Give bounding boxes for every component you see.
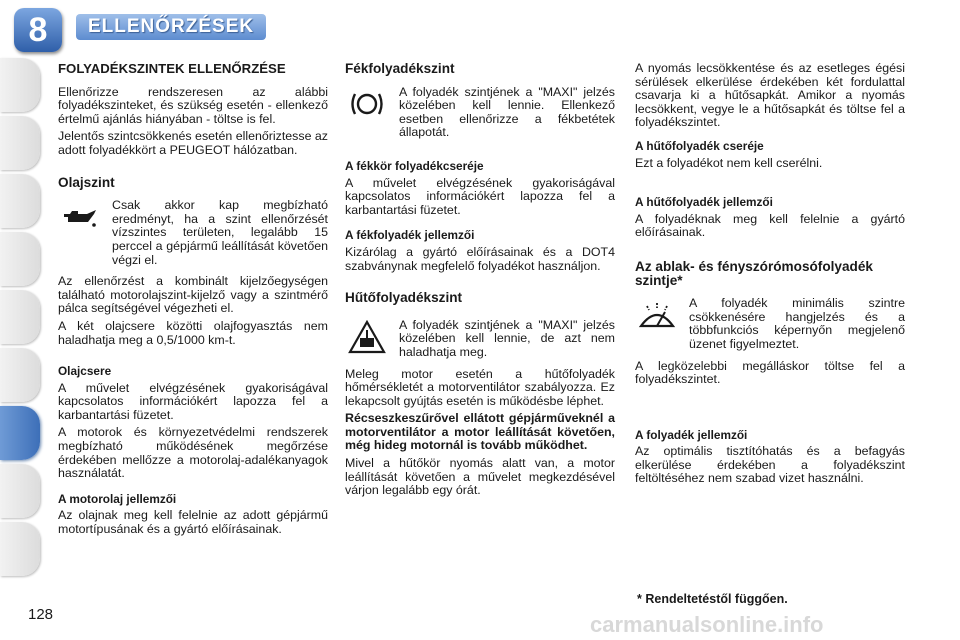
section-title-coolant: Hűtőfolyadékszint: [345, 290, 463, 306]
chapter-tab[interactable]: [0, 174, 40, 228]
coolant-warning: Récseszkeszűrővel ellátott gépjárműveknél a motorventilátor a motor leállítását követően, még hideg motornál is tovább működhet.: [345, 411, 615, 453]
paragraph: A két olajcsere közötti olajfogyasztás nem haladhatja meg a 0,5/1000 km-t.: [58, 318, 328, 347]
chapter-tab[interactable]: [0, 116, 40, 170]
paragraph: Jelentős szintcsökkenés esetén ellenőriztesse az adott folyadékkört a PEUGEOT hálózatban.: [58, 129, 328, 157]
chapter-tab[interactable]: [0, 522, 40, 576]
paragraph: A nyomás lecsökkentése és az esetleges égési sérülések elkerülése érdekében két fordulattal csavarja ki a hűtősapkát. Amikor a nyomás lecsökkent, vegye le a hűtősapkát és töltse fel a folyadékszintet.: [635, 61, 905, 130]
chapter-number-badge: 8: [14, 8, 62, 52]
paragraph: Az ellenőrzést a kombinált kijelzőegységen található motorolajszint-kijelző vagy a szintmérő pálca segítségével végezheti el.: [58, 274, 328, 316]
brake-note: A folyadék szintjének a "MAXI" jelzés közelében kell lennie. Ellenkező esetben ellenőrizze a fékbetétek állapotát.: [399, 84, 615, 140]
paragraph: Az olajnak meg kell felelnie az adott gépjármű motortípusának és a gyártó előírásainak.: [58, 508, 328, 537]
paragraph: A legközelebbi megálláskor töltse fel a folyadékszintet.: [635, 358, 905, 387]
paragraph: Kizárólag a gyártó előírásainak és a DOT4 szabványnak megfelelő folyadékot használjon.: [345, 244, 615, 273]
paragraph: A folyadéknak meg kell felelnie a gyártó előírásainak.: [635, 211, 905, 240]
paragraph: A művelet elvégzésének gyakoriságával kapcsolatos információkért lapozza fel a karbantartási füzetet.: [58, 380, 328, 422]
paragraph: A motorok és környezetvédelmi rendszerek megbízható működésének megőrzése érdekében mellőzze a motorolaj-adalékanyagok használatát.: [58, 425, 328, 481]
subsection-title-oil-spec: A motorolaj jellemzői: [58, 491, 177, 506]
page-number: 128: [28, 606, 54, 623]
chapter-tab-active[interactable]: [0, 406, 40, 460]
subsection-title-washer-spec: A folyadék jellemzői: [635, 427, 748, 442]
footnote: * Rendeltetéstől függően.: [637, 592, 788, 606]
section-title-washer: Az ablak- és fényszórómosófolyadék szintje*: [635, 258, 873, 288]
paragraph: Ellenőrizze rendszeresen az alábbi folyadékszinteket, és szükség esetén - ellenkező értelmű ajánlás hiányában - töltse is fel.: [58, 84, 328, 126]
coolant-note: A folyadék szintjének a "MAXI" jelzés közelében kell lennie, de azt nem haladhatja meg.: [399, 317, 615, 359]
paragraph: Az optimális tisztítóhatás és a befagyás elkerülése érdekében a folyadékszint feltöltéséhez nem szabad vizet használni.: [635, 444, 905, 486]
chapter-tab-strip: [0, 58, 44, 578]
column-1: [58, 62, 328, 541]
chapter-tab[interactable]: [0, 290, 40, 344]
watermark: carmanualsonline.info: [590, 612, 824, 637]
coolant-warning-icon: [345, 319, 389, 355]
paragraph: Meleg motor esetén a hűtőfolyadék hőmérsékletét a motorventilátor szabályozza. Ez lekapcsolt gyújtás esetén is működésbe léphet.: [345, 366, 615, 408]
section-title-brake: Fékfolyadékszint: [345, 61, 455, 76]
subsection-title-brake-change: A fékkör folyadékcseréje: [345, 158, 484, 173]
subsection-title-coolant-change: A hűtőfolyadék cseréje: [635, 138, 764, 153]
subsection-title-coolant-spec: A hűtőfolyadék jellemzői: [635, 195, 773, 210]
page-title: ELLENŐRZÉSEK: [76, 14, 266, 40]
column-2: [345, 62, 615, 502]
subsection-title-oil-change: Olajcsere: [58, 364, 112, 379]
subsection-title-brake-spec: A fékfolyadék jellemzői: [345, 228, 475, 243]
paragraph: A művelet elvégzésének gyakoriságával kapcsolatos információkért lapozza fel a karbantartási füzetet.: [345, 175, 615, 217]
chapter-tab[interactable]: [0, 464, 40, 518]
paragraph: Ezt a folyadékot nem kell cserélni.: [635, 155, 823, 170]
oil-note: Csak akkor kap megbízható eredményt, ha a szint ellenőrzését vízszintes területen, legalább 15 perccel a gépjármű leállítását követően végzi el.: [112, 198, 328, 267]
brake-warning-icon: [345, 86, 389, 122]
washer-note: A folyadék minimális szintre csökkenésére hangjelzés és a többfunkciós képernyőn megjelenő üzenet figyelmeztet.: [689, 296, 905, 351]
chapter-tab[interactable]: [0, 232, 40, 286]
chapter-tab[interactable]: [0, 348, 40, 402]
chapter-tab[interactable]: [0, 58, 40, 112]
column-3: [635, 62, 905, 490]
washer-fluid-icon: [635, 297, 679, 333]
oil-can-icon: [58, 199, 102, 235]
section-title-fluid-levels: FOLYADÉKSZINTEK ELLENŐRZÉSE: [58, 61, 286, 76]
section-title-oil: Olajszint: [58, 174, 115, 190]
paragraph: Mivel a hűtőkör nyomás alatt van, a motor leállítását követően a művelet megkezdésével várjon legalább egy órát.: [345, 456, 615, 498]
